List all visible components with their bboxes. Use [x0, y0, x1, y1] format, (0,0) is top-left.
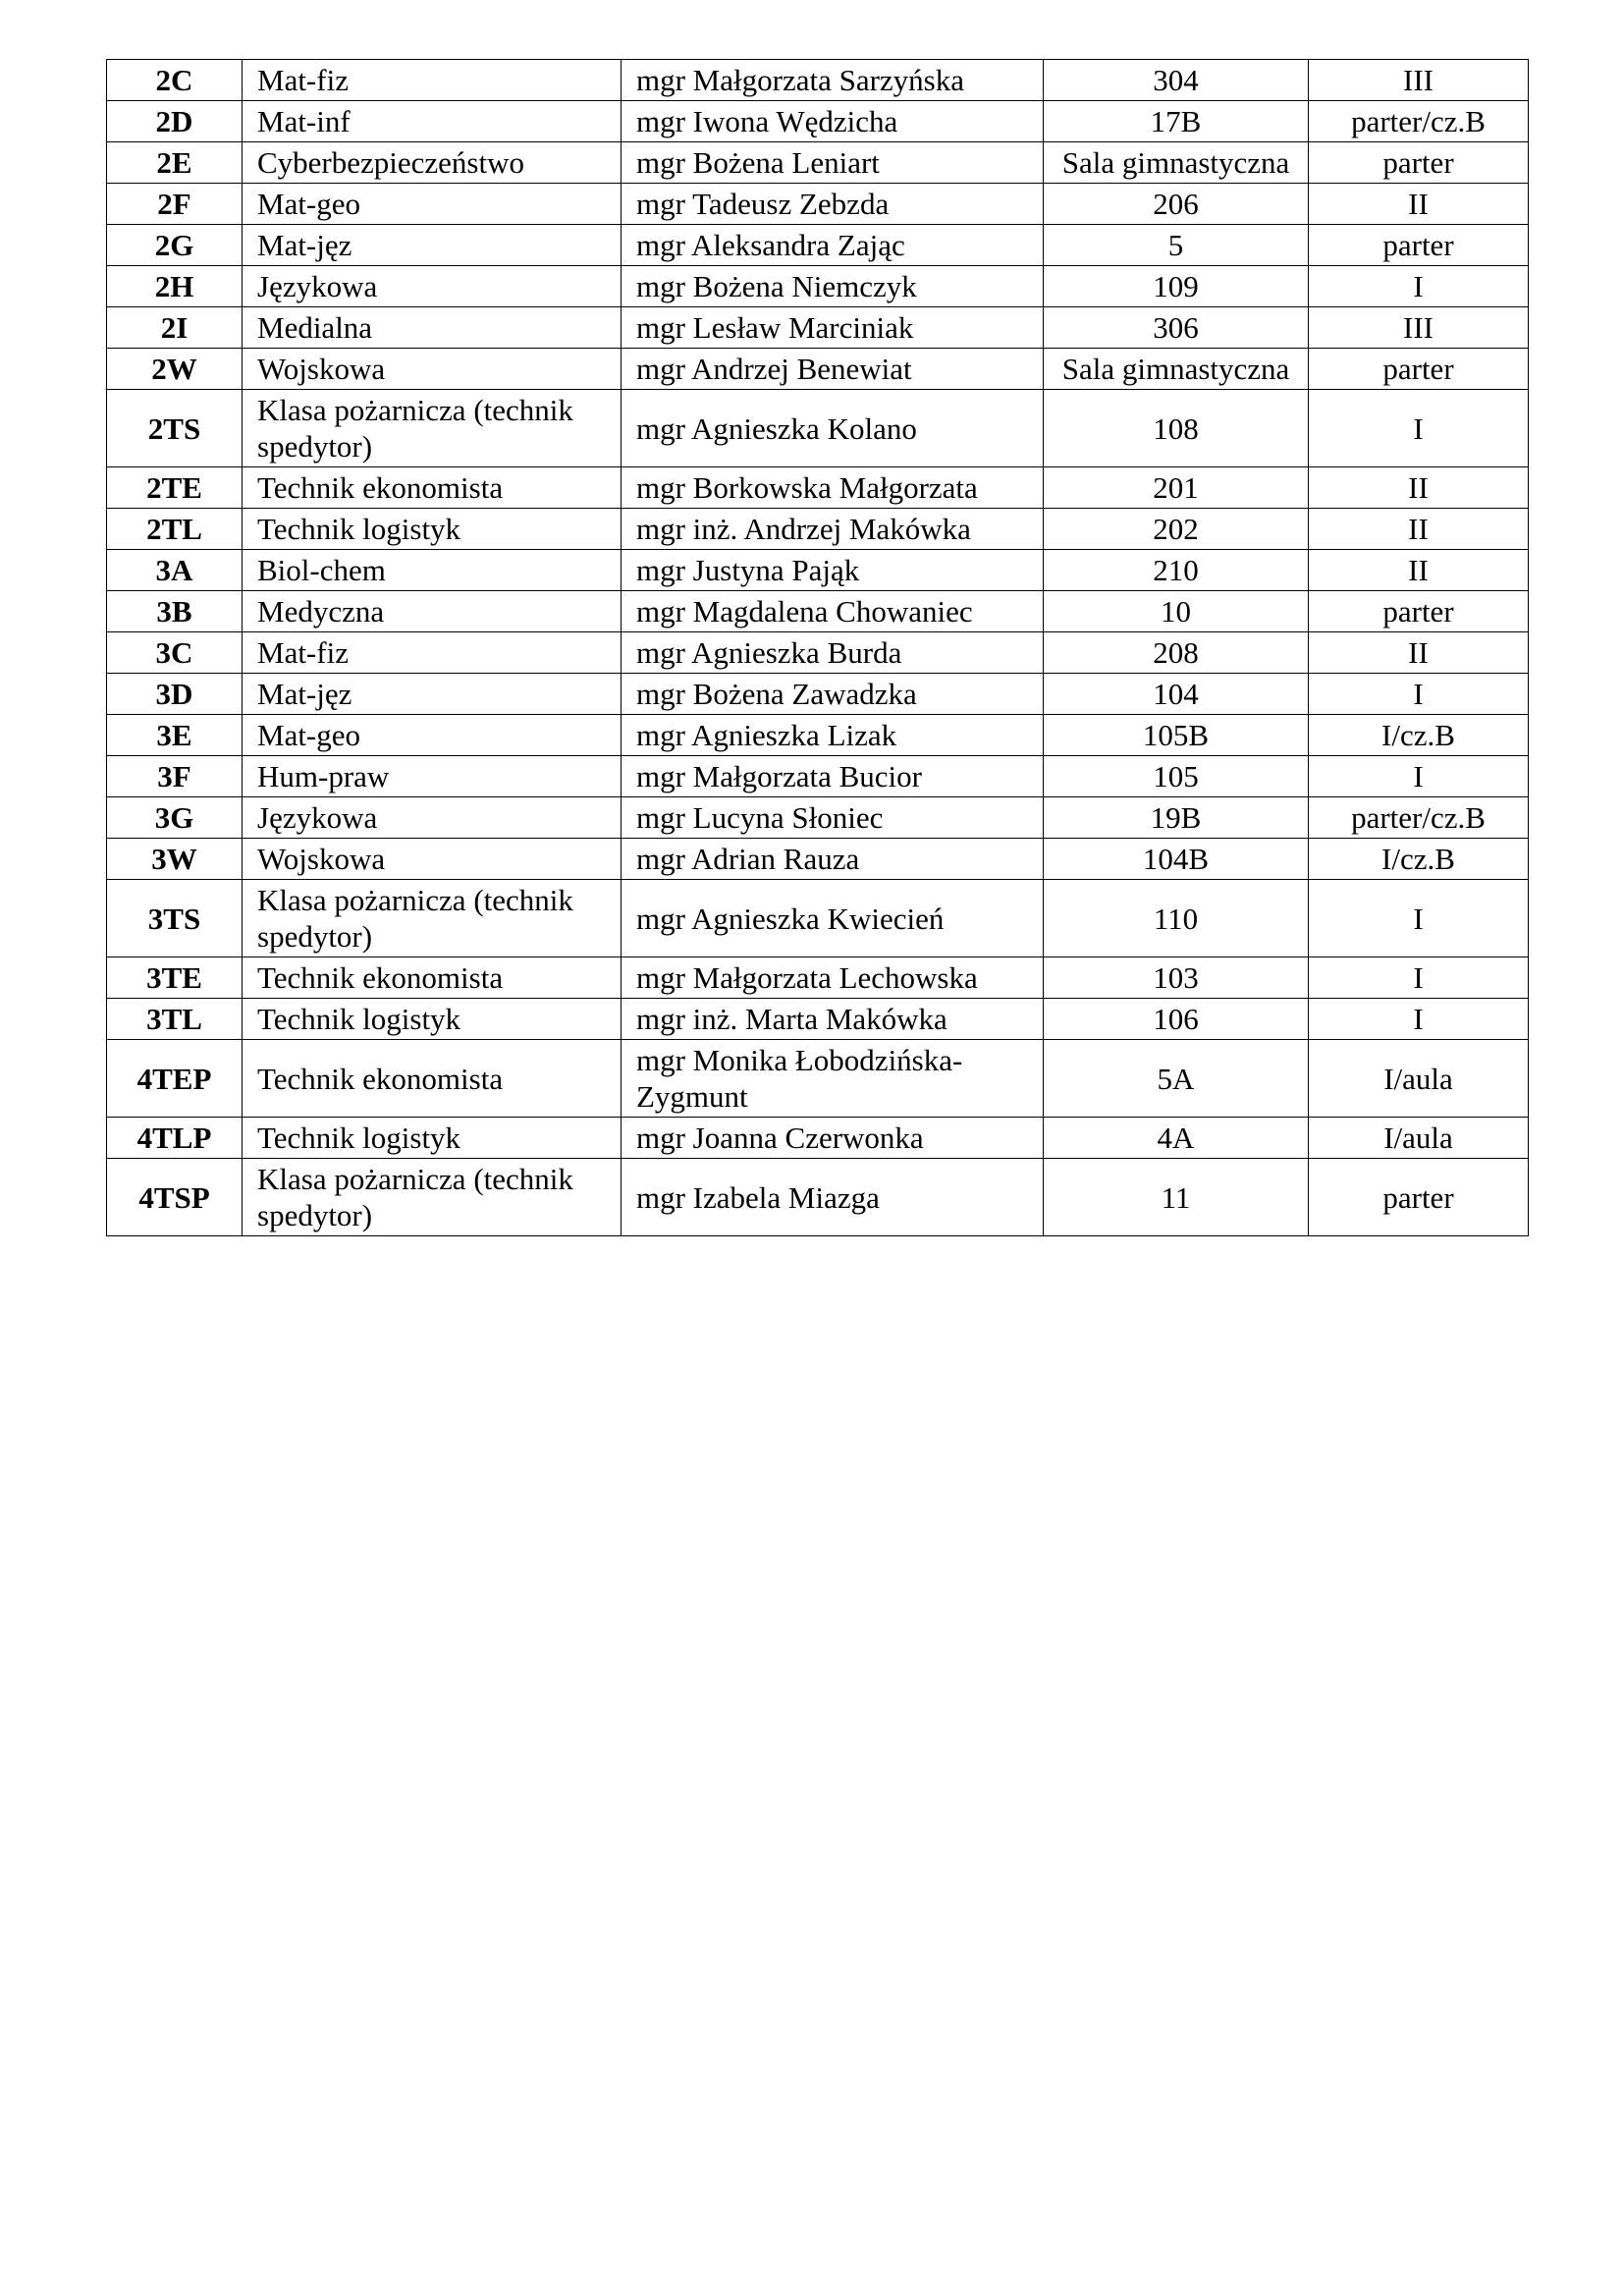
- floor-cell: I: [1309, 999, 1529, 1040]
- room-cell: 109: [1044, 266, 1309, 307]
- teacher-cell: mgr Adrian Rauza: [622, 839, 1044, 880]
- teacher-cell: mgr Andrzej Benewiat: [622, 349, 1044, 390]
- room-cell: 108: [1044, 390, 1309, 467]
- room-cell: 206: [1044, 184, 1309, 225]
- teacher-cell: mgr Bożena Zawadzka: [622, 674, 1044, 715]
- table-row: [107, 349, 1529, 390]
- table-row: [107, 225, 1529, 266]
- teacher-cell: mgr Borkowska Małgorzata: [622, 467, 1044, 509]
- floor-cell: parter: [1309, 142, 1529, 184]
- profile-cell: Technik ekonomista: [243, 957, 622, 999]
- profile-cell: Wojskowa: [243, 349, 622, 390]
- floor-cell: II: [1309, 632, 1529, 674]
- profile-cell: Klasa pożarnicza (technik spedytor): [243, 880, 622, 957]
- room-cell: 110: [1044, 880, 1309, 957]
- teacher-cell: mgr Agnieszka Lizak: [622, 715, 1044, 756]
- table-row: [107, 390, 1529, 467]
- room-cell: 17B: [1044, 101, 1309, 142]
- table-row: [107, 797, 1529, 839]
- room-cell: 4A: [1044, 1118, 1309, 1159]
- profile-cell: Medyczna: [243, 591, 622, 632]
- class-cell: 2D: [107, 101, 243, 142]
- teacher-cell: mgr Izabela Miazga: [622, 1159, 1044, 1236]
- table-row: [107, 1159, 1529, 1236]
- teacher-cell: mgr Małgorzata Lechowska: [622, 957, 1044, 999]
- floor-cell: parter: [1309, 591, 1529, 632]
- floor-cell: II: [1309, 467, 1529, 509]
- room-cell: 106: [1044, 999, 1309, 1040]
- teacher-cell: mgr Magdalena Chowaniec: [622, 591, 1044, 632]
- class-cell: 3G: [107, 797, 243, 839]
- floor-cell: II: [1309, 509, 1529, 550]
- teacher-cell: mgr inż. Andrzej Makówka: [622, 509, 1044, 550]
- class-cell: 2TS: [107, 390, 243, 467]
- class-cell: 3F: [107, 756, 243, 797]
- profile-cell: Mat-geo: [243, 184, 622, 225]
- teacher-cell: mgr Iwona Wędzicha: [622, 101, 1044, 142]
- class-cell: 3B: [107, 591, 243, 632]
- table-row: [107, 957, 1529, 999]
- table-body: [107, 60, 1529, 1236]
- floor-cell: parter: [1309, 349, 1529, 390]
- room-cell: 208: [1044, 632, 1309, 674]
- profile-cell: Technik logistyk: [243, 999, 622, 1040]
- floor-cell: I/cz.B: [1309, 715, 1529, 756]
- room-cell: 11: [1044, 1159, 1309, 1236]
- class-cell: 3TS: [107, 880, 243, 957]
- profile-cell: Mat-inf: [243, 101, 622, 142]
- class-cell: 3D: [107, 674, 243, 715]
- room-cell: 105: [1044, 756, 1309, 797]
- floor-cell: I: [1309, 674, 1529, 715]
- teacher-cell: mgr Tadeusz Zebzda: [622, 184, 1044, 225]
- teacher-cell: mgr Lesław Marciniak: [622, 307, 1044, 349]
- class-cell: 2F: [107, 184, 243, 225]
- teacher-cell: mgr Joanna Czerwonka: [622, 1118, 1044, 1159]
- floor-cell: parter/cz.B: [1309, 797, 1529, 839]
- profile-cell: Technik logistyk: [243, 509, 622, 550]
- floor-cell: I: [1309, 756, 1529, 797]
- floor-cell: I/cz.B: [1309, 839, 1529, 880]
- profile-cell: Mat-geo: [243, 715, 622, 756]
- teacher-cell: mgr Agnieszka Kwiecień: [622, 880, 1044, 957]
- room-cell: 19B: [1044, 797, 1309, 839]
- room-cell: 5A: [1044, 1040, 1309, 1118]
- table-row: [107, 715, 1529, 756]
- teacher-cell: mgr Małgorzata Bucior: [622, 756, 1044, 797]
- class-cell: 2G: [107, 225, 243, 266]
- table-row: [107, 60, 1529, 101]
- room-cell: 104: [1044, 674, 1309, 715]
- floor-cell: parter: [1309, 1159, 1529, 1236]
- profile-cell: Cyberbezpieczeństwo: [243, 142, 622, 184]
- class-assignment-table: [106, 59, 1529, 1236]
- table-row: [107, 674, 1529, 715]
- table-row: [107, 307, 1529, 349]
- table-row: [107, 266, 1529, 307]
- floor-cell: I: [1309, 880, 1529, 957]
- floor-cell: I/aula: [1309, 1118, 1529, 1159]
- floor-cell: I: [1309, 390, 1529, 467]
- floor-cell: parter: [1309, 225, 1529, 266]
- profile-cell: Technik logistyk: [243, 1118, 622, 1159]
- profile-cell: Technik ekonomista: [243, 467, 622, 509]
- floor-cell: I: [1309, 957, 1529, 999]
- table-row: [107, 839, 1529, 880]
- profile-cell: Mat-fiz: [243, 632, 622, 674]
- room-cell: 105B: [1044, 715, 1309, 756]
- teacher-cell: mgr Lucyna Słoniec: [622, 797, 1044, 839]
- floor-cell: III: [1309, 60, 1529, 101]
- teacher-cell: mgr Bożena Niemczyk: [622, 266, 1044, 307]
- teacher-cell: mgr Aleksandra Zając: [622, 225, 1044, 266]
- table-row: [107, 1118, 1529, 1159]
- class-cell: 2TE: [107, 467, 243, 509]
- room-cell: 306: [1044, 307, 1309, 349]
- class-cell: 3TL: [107, 999, 243, 1040]
- room-cell: 304: [1044, 60, 1309, 101]
- teacher-cell: mgr Agnieszka Burda: [622, 632, 1044, 674]
- floor-cell: I/aula: [1309, 1040, 1529, 1118]
- class-cell: 3C: [107, 632, 243, 674]
- profile-cell: Technik ekonomista: [243, 1040, 622, 1118]
- table-row: [107, 591, 1529, 632]
- room-cell: Sala gimnastyczna: [1044, 349, 1309, 390]
- class-cell: 2TL: [107, 509, 243, 550]
- room-cell: Sala gimnastyczna: [1044, 142, 1309, 184]
- profile-cell: Mat-jęz: [243, 674, 622, 715]
- profile-cell: Mat-fiz: [243, 60, 622, 101]
- table-row: [107, 756, 1529, 797]
- profile-cell: Językowa: [243, 797, 622, 839]
- room-cell: 201: [1044, 467, 1309, 509]
- table-row: [107, 101, 1529, 142]
- room-cell: 104B: [1044, 839, 1309, 880]
- class-cell: 3E: [107, 715, 243, 756]
- table-row: [107, 184, 1529, 225]
- floor-cell: III: [1309, 307, 1529, 349]
- teacher-cell: mgr Monika Łobodzińska-Zygmunt: [622, 1040, 1044, 1118]
- room-cell: 5: [1044, 225, 1309, 266]
- class-cell: 2C: [107, 60, 243, 101]
- room-cell: 210: [1044, 550, 1309, 591]
- teacher-cell: mgr Bożena Leniart: [622, 142, 1044, 184]
- floor-cell: II: [1309, 184, 1529, 225]
- class-cell: 2H: [107, 266, 243, 307]
- table-row: [107, 880, 1529, 957]
- profile-cell: Klasa pożarnicza (technik spedytor): [243, 1159, 622, 1236]
- profile-cell: Mat-jęz: [243, 225, 622, 266]
- class-cell: 4TEP: [107, 1040, 243, 1118]
- teacher-cell: mgr Małgorzata Sarzyńska: [622, 60, 1044, 101]
- teacher-cell: mgr Justyna Pająk: [622, 550, 1044, 591]
- table-row: [107, 999, 1529, 1040]
- class-cell: 2E: [107, 142, 243, 184]
- class-cell: 3W: [107, 839, 243, 880]
- table-row: [107, 142, 1529, 184]
- table-row: [107, 1040, 1529, 1118]
- profile-cell: Klasa pożarnicza (technik spedytor): [243, 390, 622, 467]
- class-cell: 3A: [107, 550, 243, 591]
- class-cell: 4TLP: [107, 1118, 243, 1159]
- table-row: [107, 509, 1529, 550]
- teacher-cell: mgr Agnieszka Kolano: [622, 390, 1044, 467]
- room-cell: 103: [1044, 957, 1309, 999]
- table-row: [107, 467, 1529, 509]
- teacher-cell: mgr inż. Marta Makówka: [622, 999, 1044, 1040]
- class-cell: 3TE: [107, 957, 243, 999]
- class-cell: 2I: [107, 307, 243, 349]
- room-cell: 202: [1044, 509, 1309, 550]
- profile-cell: Hum-praw: [243, 756, 622, 797]
- profile-cell: Biol-chem: [243, 550, 622, 591]
- floor-cell: I: [1309, 266, 1529, 307]
- room-cell: 10: [1044, 591, 1309, 632]
- table-row: [107, 550, 1529, 591]
- class-cell: 2W: [107, 349, 243, 390]
- profile-cell: Medialna: [243, 307, 622, 349]
- profile-cell: Wojskowa: [243, 839, 622, 880]
- class-cell: 4TSP: [107, 1159, 243, 1236]
- floor-cell: II: [1309, 550, 1529, 591]
- table-row: [107, 632, 1529, 674]
- floor-cell: parter/cz.B: [1309, 101, 1529, 142]
- profile-cell: Językowa: [243, 266, 622, 307]
